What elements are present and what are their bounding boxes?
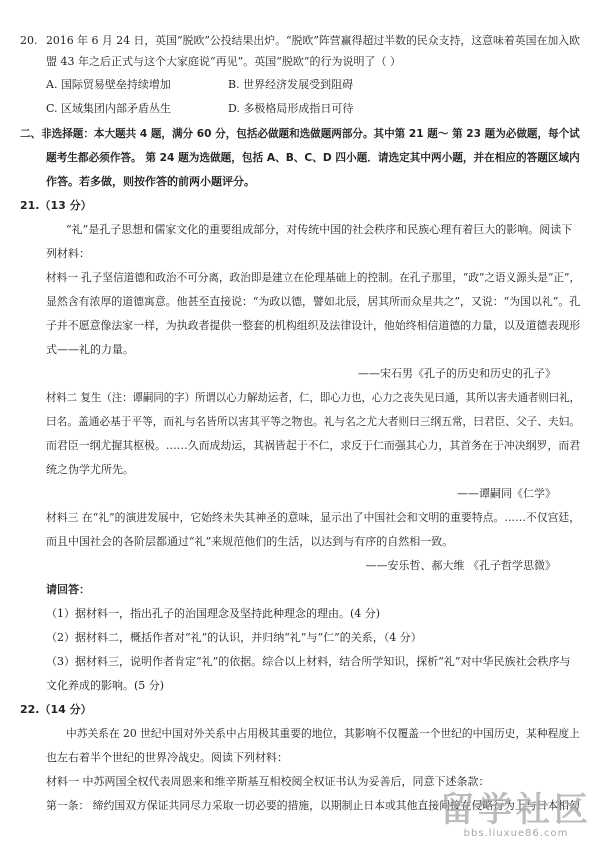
q20-stem-line-2: 盟 43 年之后正式与这个大家庭说“再见”。英国“脱欧”的行为说明了（ ）	[46, 55, 401, 68]
q21-intro-line-1: “礼”是孔子思想和儒家文化的重要组成部分，对传统中国的社会秩序和民族心理有着巨大的影响。阅读下	[66, 223, 573, 236]
q20-option-d: D. 多极格局形成指日可待	[228, 102, 354, 115]
q21-subquestion-3-line-1: （3）据材料三，说明作者肯定“礼”的依据。综合以上材料，结合所学知识，探析“礼”对中华民族社会秩序与	[46, 655, 571, 668]
q21-material3-line-1: 材料三 在“礼”的演进发展中，它始终未失其神圣的意味，显示出了中国社会和文明的重要特点。……不仅宫廷，	[46, 511, 581, 524]
watermark-url: bbs.liuxue86.com	[463, 828, 569, 839]
q21-material1-source: ——宋石男《孔子的历史和历史的孔子》	[358, 367, 556, 380]
q21-header: 21.（13 分）	[20, 199, 92, 212]
q21-material1-line-4: 式——礼的力量。	[46, 343, 134, 356]
q22-intro-line-1: 中苏关系在 20 世纪中国对外关系中占用极其重要的地位，其影响不仅覆盖一个世纪的中国历史，某种程度上	[66, 727, 580, 740]
q21-subquestion-3-line-2: 文化养成的影响。(5 分)	[46, 679, 165, 692]
section2-instructions-line-3: 作答。若多做，则按作答的前两小题评分。	[46, 175, 255, 188]
q21-material2-line-2: 曰名。盖通必基于平等，而礼与名皆所以害其平等之物也。礼与名之尤大者则曰三纲五常，曰君臣、父子、夫妇。	[46, 415, 581, 428]
section2-instructions-line-1: 二、非选择题：本大题共 4 题，满分 60 分，包括必做题和选做题两部分。其中第 21 题～ 第 23 题为必做题，每个试	[20, 127, 580, 140]
watermark	[440, 792, 592, 840]
q21-material2-source: ——谭嗣同《仁学》	[457, 487, 556, 500]
q21-material2-line-3: 而君臣一纲尤握其枢极。……久而成劫运，其祸皆起于不仁，求反于仁而强其心力，其首务在于冲决纲罗，而君	[46, 439, 581, 452]
q20-option-b: B. 世界经济发展受到阻碍	[228, 78, 354, 91]
q21-material1-line-3: 子并不愿意像法家一样，为执政者提供一整套的机构组织及法律设计，他始终相信道德的力量，以及道德表现形	[46, 319, 581, 332]
q21-subquestion-1: （1）据材料一，指出孔子的治国理念及坚持此种理念的理由。(4 分)	[46, 607, 381, 620]
q22-intro-line-2: 也左右着半个世纪的世界冷战史。阅读下列材料：	[46, 751, 288, 764]
q21-material1-line-1: 材料一 孔子坚信道德和政治不可分离，政治即是建立在伦理基础上的控制。在孔子那里，“政”之语义源头是“正”，	[46, 271, 581, 284]
q20-option-a: A. 国际贸易壁垒持续增加	[46, 78, 171, 91]
q21-material3-line-2: 而且中国社会的各阶层都通过“礼”来规范他们的生活，以达到与有序的自然相一致。	[46, 535, 454, 548]
q21-material2-line-4: 统之伪学尤所先。	[46, 463, 134, 476]
q20-stem-line-1: 2016 年 6 月 24 日，英国“脱欧”公投结果出炉。“脱欧”阵营赢得超过半数的民众支持，这意味着英国在加入欧	[46, 34, 581, 47]
q20-option-c: C. 区域集团内部矛盾丛生	[46, 102, 172, 115]
q21-material2-line-1: 材料二 复生（注：谭嗣同的字）所谓以心力解劫运者，仁，即心力也，心力之丧失见曰通，其所以害夫通者则曰礼，	[46, 391, 581, 404]
watermark-title: 留学社区	[440, 790, 592, 830]
q21-ask-label: 请回答：	[46, 583, 90, 596]
q21-subquestion-2: （2）据材料二，概括作者对“礼”的认识，并归纳“礼”与“仁”的关系，（4 分）	[46, 631, 422, 644]
q21-intro-line-2: 列材料：	[46, 247, 90, 260]
q21-material1-line-2: 显然含有浓厚的道德寓意。他甚至直接说：“为政以德，譬如北辰，居其所而众星共之”，又说：“为国以礼”。孔	[46, 295, 581, 308]
q21-material3-source: ——安乐哲、郝大维 《孔子哲学思微》	[365, 559, 556, 572]
q22-article-1-line-1: 第一条： 缔约国双方保证共同尽力采取一切必要的措施，以期制止日本或其他直接间接在侵略行为上与日本相勾	[46, 799, 580, 812]
q22-material1-line-1: 材料一 中苏两国全权代表周恩来和维辛斯基互相校阅全权证书认为妥善后，同意下述条款：	[46, 775, 490, 788]
q20-number: 20.	[20, 34, 38, 47]
q22-header: 22.（14 分）	[20, 703, 92, 716]
section2-instructions-line-2: 题考生都必须作答。 第 24 题为选做题，包括 A、B、C、D 四小题．请选定其中两小题，并在相应的答题区域内	[46, 151, 580, 164]
